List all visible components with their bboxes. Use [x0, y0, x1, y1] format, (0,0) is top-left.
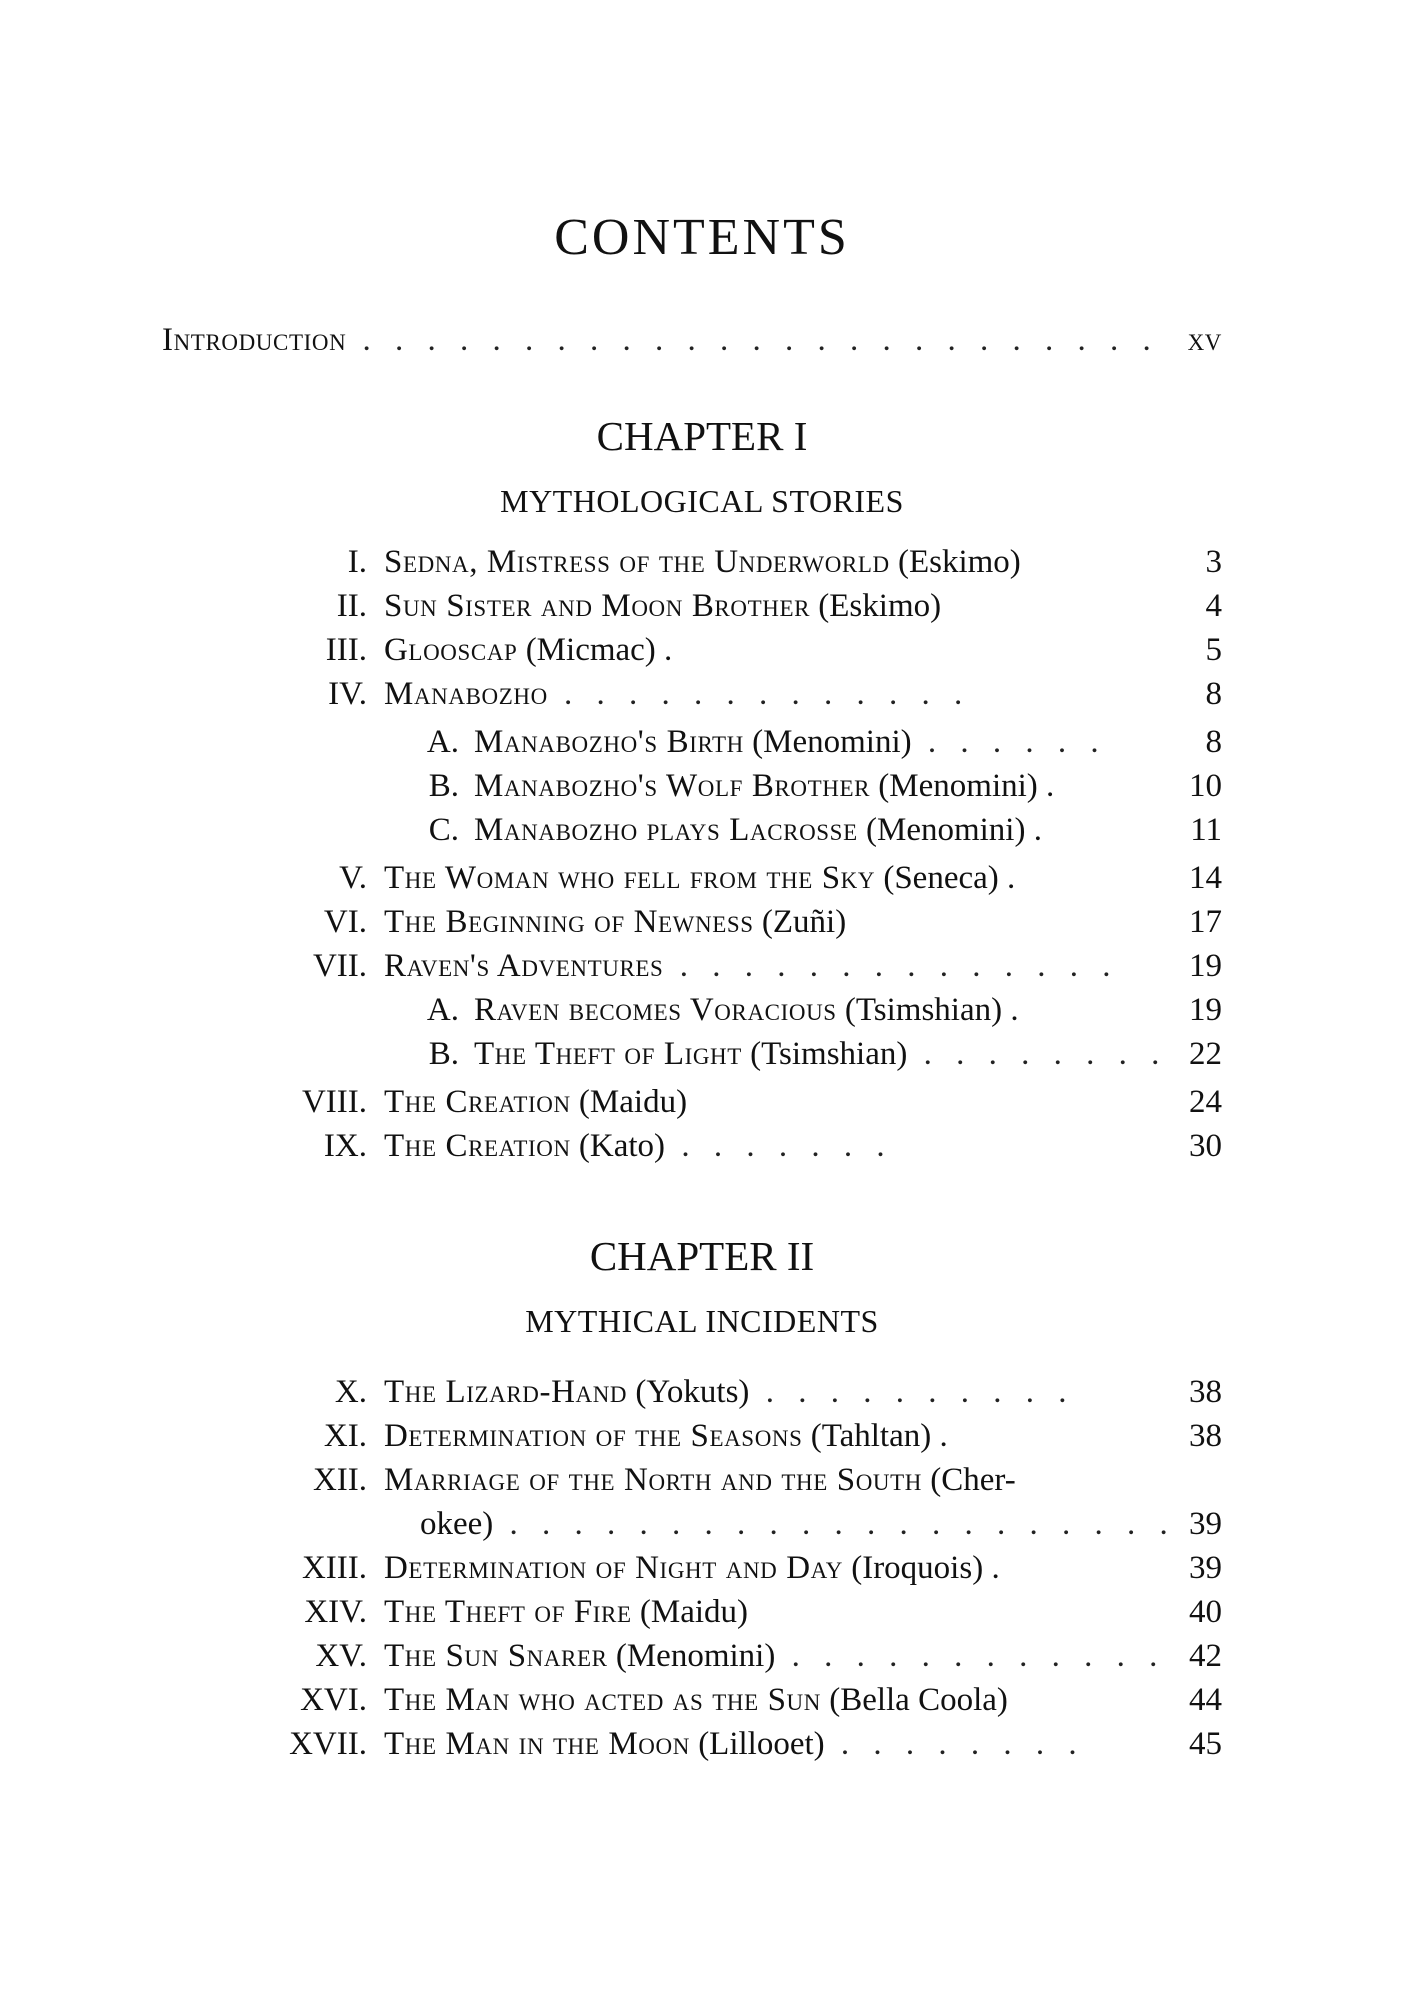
toc-entry[interactable] — [0, 856, 1404, 900]
entry-title: Glooscap — [384, 632, 518, 668]
toc-entry[interactable] — [0, 672, 1404, 716]
toc-entry[interactable] — [0, 1722, 1404, 1766]
toc-entry[interactable] — [0, 1678, 1404, 1722]
entry-title: Determination of the Seasons — [384, 1418, 803, 1454]
toc-entry[interactable] — [0, 1458, 1404, 1502]
entry-tribe: (Maidu) — [639, 1594, 749, 1630]
entry-page: 22 — [1189, 1036, 1222, 1072]
entry-page: 38 — [1189, 1374, 1222, 1410]
dot-leader: . — [1002, 992, 1019, 1028]
entry-number: I. — [347, 544, 367, 580]
toc-subentry[interactable] — [0, 988, 1404, 1032]
entry-page: 8 — [1205, 676, 1222, 712]
entry-number: XIII. — [301, 1550, 367, 1586]
dot-leader — [749, 1374, 1084, 1410]
entry-tribe: (Eskimo) — [897, 544, 1021, 580]
entry-page: 17 — [1189, 904, 1222, 940]
dot-leader: . — [655, 632, 673, 668]
toc-entry-introduction[interactable] — [0, 318, 1404, 362]
entry-title: Manabozho — [384, 676, 548, 712]
toc-entry[interactable] — [0, 1634, 1404, 1678]
entry-title: The Creation — [384, 1084, 571, 1120]
entry-tribe: (Iroquois) — [851, 1550, 984, 1586]
toc-entry[interactable] — [0, 1546, 1404, 1590]
entry-title: The Man who acted as the Sun — [384, 1682, 821, 1718]
entry-number: V. — [339, 860, 367, 896]
toc-entry[interactable] — [0, 900, 1404, 944]
toc-entry[interactable] — [0, 1370, 1404, 1414]
entry-title: Raven's Adventures — [384, 948, 664, 984]
dot-leader — [665, 1128, 884, 1164]
toc-entry[interactable] — [0, 628, 1404, 672]
entry-number: XI. — [323, 1418, 367, 1454]
entry-number: C. — [428, 812, 459, 848]
entry-title: Determination of Night and Day — [384, 1550, 843, 1586]
entry-page: xv — [1187, 322, 1222, 358]
entry-number: XV. — [315, 1638, 367, 1674]
entry-page: 42 — [1189, 1638, 1222, 1674]
entry-tribe: (Eskimo) — [818, 588, 942, 624]
entry-page: 14 — [1189, 860, 1222, 896]
chapter-subtitle: MYTHICAL INCIDENTS — [525, 1303, 879, 1339]
entry-page: 3 — [1205, 544, 1222, 580]
entry-number: XVI. — [300, 1682, 367, 1718]
entry-number: XII. — [312, 1462, 367, 1498]
entry-page: 30 — [1189, 1128, 1222, 1164]
entry-tribe: (Menomini) — [865, 812, 1026, 848]
chapter-heading: CHAPTER I — [596, 413, 808, 459]
dot-leader — [907, 1036, 1164, 1072]
entry-tribe: (Cher- — [930, 1462, 1016, 1498]
toc-entry[interactable] — [0, 584, 1404, 628]
entry-tribe: (Lillooet) — [698, 1726, 825, 1762]
entry-page: 11 — [1190, 812, 1222, 848]
entry-page: 24 — [1189, 1084, 1222, 1120]
entry-number: VI. — [323, 904, 367, 940]
dot-leader: . — [983, 1550, 1000, 1586]
entry-number: IV. — [328, 676, 367, 712]
dot-leader — [493, 1506, 1166, 1542]
entry-tribe: (Menomini) — [752, 724, 912, 760]
entry-tribe: (Yokuts) — [635, 1374, 750, 1410]
page-title: CONTENTS — [554, 209, 850, 266]
entry-title: Introduction — [162, 322, 347, 358]
toc-entry[interactable] — [0, 540, 1404, 584]
entry-tribe: (Kato) — [578, 1128, 666, 1164]
entry-title: The Man in the Moon — [384, 1726, 690, 1762]
entry-tribe: (Tahltan) — [810, 1418, 932, 1454]
entry-number: XIV. — [304, 1594, 367, 1630]
entry-page: 19 — [1189, 992, 1222, 1028]
toc-subentry[interactable] — [0, 808, 1404, 852]
entry-number: VIII. — [301, 1084, 367, 1120]
entry-page: 19 — [1189, 948, 1222, 984]
entry-title: The Woman who fell from the Sky — [384, 860, 876, 896]
entry-number: B. — [428, 1036, 459, 1072]
entry-tribe: (Menomini) — [878, 768, 1038, 804]
entry-tribe-continued: okee) — [420, 1506, 494, 1542]
entry-number: B. — [428, 768, 459, 804]
entry-number: IX. — [323, 1128, 367, 1164]
entry-tribe: (Maidu) — [578, 1084, 688, 1120]
entry-number: III. — [325, 632, 367, 668]
entry-page: 39 — [1189, 1506, 1222, 1542]
dot-leader — [663, 948, 1130, 984]
dot-leader — [548, 676, 984, 712]
entry-number: X. — [334, 1374, 367, 1410]
chapter-heading: CHAPTER II — [589, 1233, 815, 1279]
entry-title: The Creation — [384, 1128, 571, 1164]
toc-entry[interactable] — [0, 1414, 1404, 1458]
dot-leader — [912, 724, 1124, 760]
entry-page: 39 — [1189, 1550, 1222, 1586]
entry-title: Manabozho's Birth — [474, 724, 744, 760]
entry-tribe: (Tsimshian) — [750, 1036, 908, 1072]
entry-tribe: (Zuñi) — [761, 904, 847, 940]
entry-title: Marriage of the North and the South — [384, 1462, 923, 1498]
entry-page: 45 — [1189, 1726, 1222, 1762]
entry-number: A. — [426, 992, 459, 1028]
entry-title: The Theft of Fire — [384, 1594, 632, 1630]
entry-title: Sedna, Mistress of the Underworld — [384, 544, 890, 580]
entry-title: The Sun Snarer — [384, 1638, 608, 1674]
dot-leader: . — [931, 1418, 948, 1454]
entry-number: VII. — [312, 948, 367, 984]
toc-entry[interactable] — [0, 944, 1404, 988]
entry-title: The Lizard-Hand — [384, 1374, 628, 1410]
entry-page: 44 — [1189, 1682, 1222, 1718]
toc-subentry[interactable] — [0, 764, 1404, 808]
entry-tribe: (Bella Coola) — [829, 1682, 1008, 1718]
entry-page: 4 — [1205, 588, 1222, 624]
entry-tribe: (Tsimshian) — [844, 992, 1003, 1028]
entry-page: 40 — [1189, 1594, 1222, 1630]
entry-tribe: (Micmac) — [525, 632, 656, 668]
entry-number: II. — [336, 588, 367, 624]
entry-page: 10 — [1189, 768, 1222, 804]
entry-title: Manabozho plays Lacrosse — [474, 812, 858, 848]
entry-number: A. — [426, 724, 459, 760]
entry-title: Raven becomes Voracious — [474, 992, 837, 1028]
entry-tribe: (Menomini) — [615, 1638, 776, 1674]
entry-tribe: (Seneca) — [883, 860, 999, 896]
chapter-subtitle: MYTHOLOGICAL STORIES — [500, 483, 904, 519]
entry-number: XVII. — [289, 1726, 367, 1762]
dot-leader — [346, 322, 1164, 358]
toc-entry[interactable] — [0, 1124, 1404, 1168]
dot-leader — [775, 1638, 1164, 1674]
entry-title: Sun Sister and Moon Brother — [384, 588, 811, 624]
toc-entry[interactable] — [0, 1590, 1404, 1634]
entry-title: The Beginning of Newness — [384, 904, 754, 940]
dot-leader: . — [1037, 768, 1055, 804]
toc-entry-continuation[interactable] — [0, 1502, 1404, 1546]
entry-title: The Theft of Light — [474, 1036, 742, 1072]
entry-page: 8 — [1205, 724, 1222, 760]
entry-page: 38 — [1189, 1418, 1222, 1454]
toc-subentry[interactable] — [0, 1032, 1404, 1076]
toc-subentry[interactable] — [0, 720, 1404, 764]
dot-leader: . — [1025, 812, 1042, 848]
entry-title: Manabozho's Wolf Brother — [474, 768, 871, 804]
entry-page: 5 — [1205, 632, 1222, 668]
toc-entry[interactable] — [0, 1080, 1404, 1124]
dot-leader — [825, 1726, 1084, 1762]
dot-leader: . — [998, 860, 1016, 896]
